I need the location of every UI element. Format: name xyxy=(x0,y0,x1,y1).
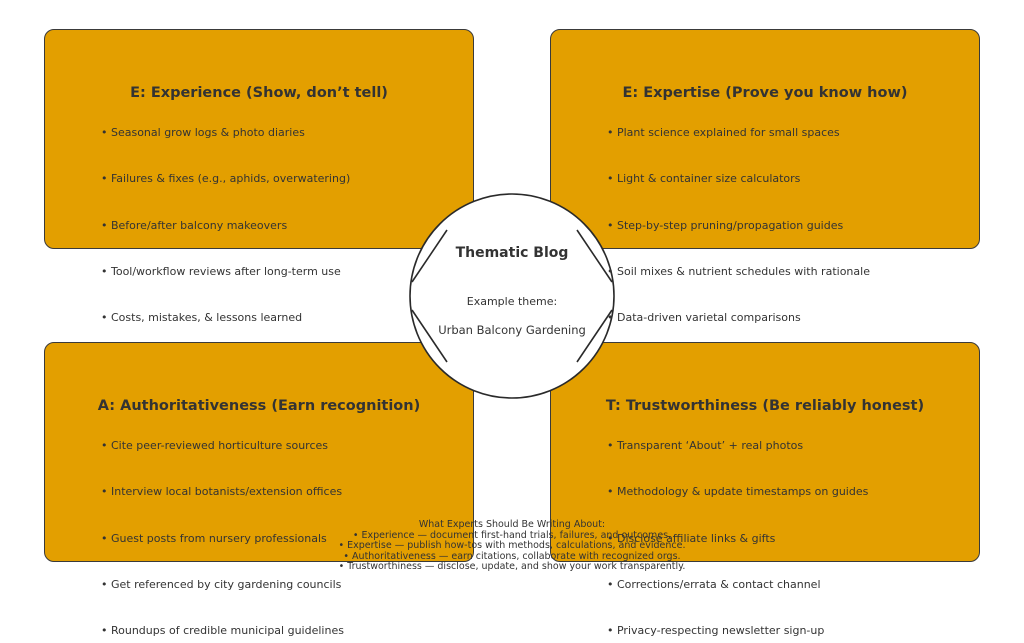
experience-bullet: • Failures & fixes (e.g., aphids, overwatering) xyxy=(101,172,351,185)
expertise-bullet: • Data-driven varietal comparisons xyxy=(607,311,801,324)
trustworthiness-bullet: • Privacy-respecting newsletter sign-up xyxy=(607,624,825,637)
authoritativeness-bullet: • Cite peer-reviewed horticulture sources xyxy=(101,439,328,452)
experience-bullet: • Costs, mistakes, & lessons learned xyxy=(101,311,303,324)
expertise-bullet: • Plant science explained for small spaces xyxy=(607,126,840,139)
authoritativeness-bullet: • Interview local botanists/extension offices xyxy=(101,485,343,498)
trustworthiness-title: T: Trustworthiness (Be reliably honest) xyxy=(605,398,925,414)
center-title: Thematic Blog xyxy=(455,245,569,261)
experience-title: E: Experience (Show, don’t tell) xyxy=(130,85,388,101)
trustworthiness-bullet: • Corrections/errata & contact channel xyxy=(607,578,821,591)
expertise-bullet: • Soil mixes & nutrient schedules with rationale xyxy=(607,265,870,278)
experience-bullet: • Seasonal grow logs & photo diaries xyxy=(101,126,305,139)
authoritativeness-bullet: • Get referenced by city gardening councils xyxy=(101,578,342,591)
trustworthiness-bullet: • Transparent ‘About’ + real photos xyxy=(607,439,804,452)
authoritativeness-title: A: Authoritativeness (Earn recognition) xyxy=(97,398,421,414)
center-theme: Urban Balcony Gardening xyxy=(438,323,586,337)
expertise-bullet: • Light & container size calculators xyxy=(607,172,801,185)
authoritativeness-bullet: • Roundups of credible municipal guidelines xyxy=(101,624,344,637)
summary-line: • Authoritativeness — earn citations, collaborate with recognized orgs. xyxy=(343,550,681,562)
authoritativeness-bullet: • Guest posts from nursery professionals xyxy=(101,532,327,545)
experience-bullet: • Tool/workflow reviews after long-term use xyxy=(101,265,341,278)
summary-heading: What Experts Should Be Writing About: xyxy=(418,519,606,530)
summary-line: • Expertise — publish how-tos with methods, calculations, and evidence. xyxy=(338,540,686,551)
expertise-title: E: Expertise (Prove you know how) xyxy=(622,85,908,101)
expertise-bullet: • Step-by-step pruning/propagation guides xyxy=(607,219,844,232)
summary-line: • Trustworthiness — disclose, update, and show your work transparently. xyxy=(338,561,686,572)
experience-bullet: • Before/after balcony makeovers xyxy=(101,219,288,232)
summary-line: • Experience — document first-hand trials, failures, and outcomes. xyxy=(352,529,672,541)
center-subtitle: Example theme: xyxy=(466,295,558,308)
trustworthiness-bullet: • Methodology & update timestamps on guides xyxy=(607,485,869,498)
summary-block xyxy=(312,520,712,573)
trustworthiness-bullet: • Disclose affiliate links & gifts xyxy=(607,532,776,545)
